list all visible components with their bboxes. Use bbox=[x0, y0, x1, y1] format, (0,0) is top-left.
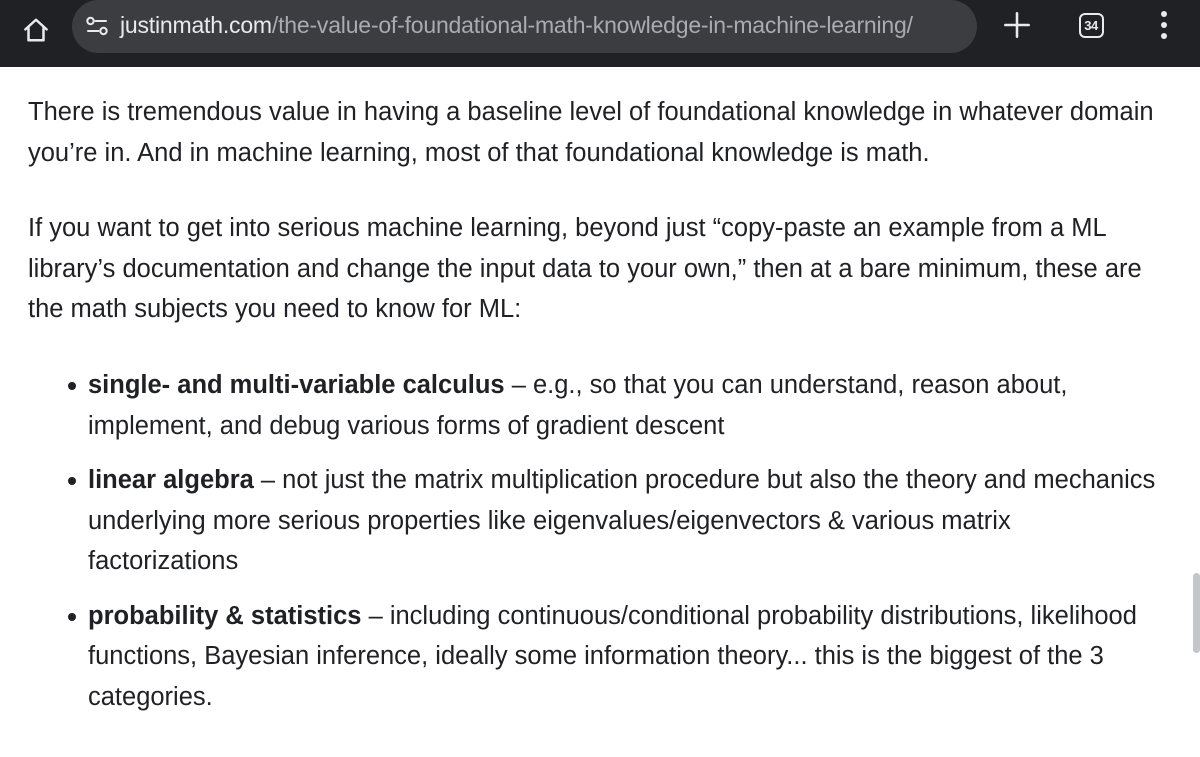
browser-toolbar bbox=[0, 0, 1200, 67]
address-bar[interactable] bbox=[72, 0, 977, 53]
tab-count: 34 bbox=[1084, 17, 1098, 33]
subject-term: single- and multi-variable calculus bbox=[88, 371, 505, 399]
subject-description: – not just the matrix multiplication procedure but also the theory and mechanics underlying more serious properties like eigenvalues/eigenvectors & various matrix factorizations bbox=[88, 466, 1156, 575]
tab-switcher-icon bbox=[1079, 13, 1104, 38]
bullet bbox=[68, 382, 76, 390]
url-field[interactable] bbox=[120, 0, 913, 53]
home-icon bbox=[21, 15, 51, 45]
home-button[interactable] bbox=[14, 8, 58, 52]
subject-description: – including continuous/conditional probability distributions, likelihood functions, Bayesian inference, ideally some information theory... this is the biggest of the 3 categories. bbox=[88, 601, 1137, 711]
math-subjects-list bbox=[68, 365, 1158, 731]
list-item bbox=[68, 365, 1158, 446]
site-info-button[interactable] bbox=[84, 13, 110, 39]
more-vert-icon bbox=[1159, 10, 1169, 40]
list-item bbox=[68, 460, 1158, 582]
list-item bbox=[68, 596, 1158, 718]
new-tab-button[interactable] bbox=[996, 4, 1038, 46]
bullet bbox=[68, 613, 76, 621]
url-host: justinmath.com bbox=[120, 12, 272, 38]
tab-switcher-button[interactable] bbox=[1070, 4, 1112, 46]
plus-icon bbox=[1003, 11, 1031, 39]
intro-paragraph: There is tremendous value in having a baseline level of foundational knowledge in whatever domain you’re in. And in machine learning, most of that foundational knowledge is math. bbox=[28, 98, 1154, 167]
requirements-paragraph: If you want to get into serious machine learning, beyond just “copy-paste an example from a ML library’s documentation and change the input data to your own,” then at a bare minimum, these are the math subjects you need to know for ML: bbox=[28, 214, 1142, 323]
subject-description: – e.g., so that you can understand, reason about, implement, and debug various forms of gradient descent bbox=[88, 371, 1068, 440]
url-path: /the-value-of-foundational-math-knowledge-in-machine-learning/ bbox=[271, 12, 913, 38]
tune-icon bbox=[84, 13, 110, 39]
scrollbar-thumb[interactable] bbox=[1193, 573, 1200, 653]
article-content bbox=[28, 92, 1158, 711]
menu-button[interactable] bbox=[1144, 4, 1184, 46]
subject-term: probability & statistics bbox=[88, 601, 362, 630]
subject-term: linear algebra bbox=[88, 466, 254, 494]
bullet bbox=[68, 477, 76, 485]
